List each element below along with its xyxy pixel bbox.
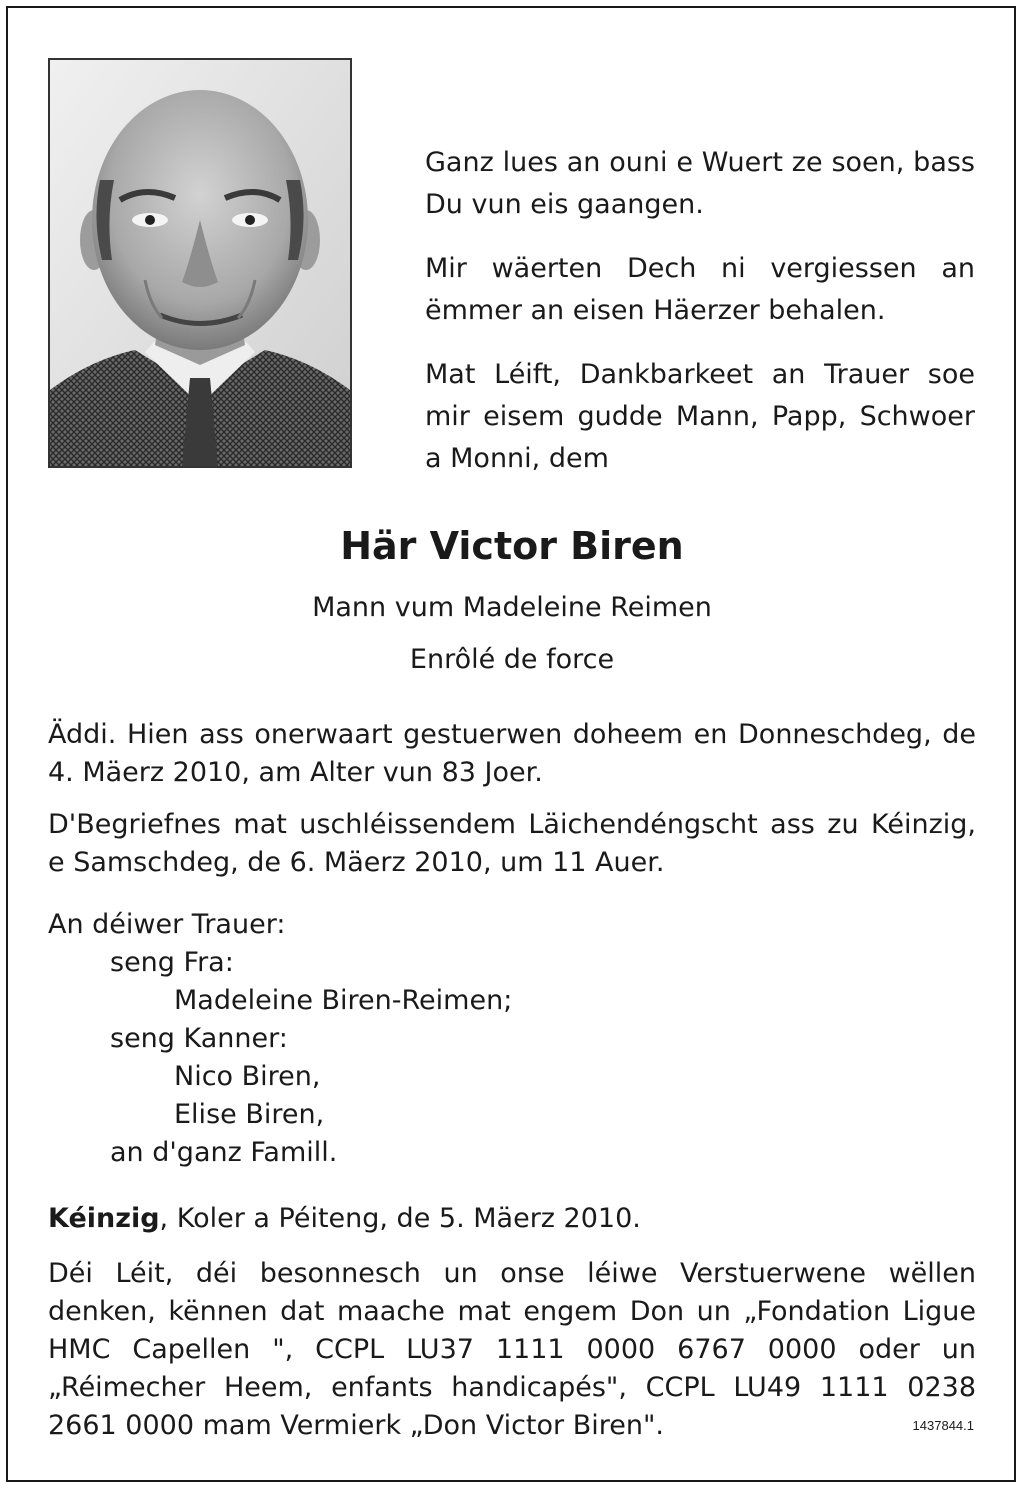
child-name-2: Elise Biren,	[174, 1099, 325, 1130]
mourners-list	[48, 906, 512, 1172]
reference-number: 1437844.1	[912, 1418, 974, 1433]
family-line: an d'ganz Famill.	[110, 1137, 338, 1168]
wife-label: seng Fra:	[110, 947, 234, 978]
death-text: Äddi. Hien ass onerwaart gestuerwen doheem en Donneschdeg, de 4. Mäerz 2010, am Alter vun 83 Joer.	[48, 719, 976, 788]
place-date	[48, 1200, 641, 1238]
funeral-announcement	[48, 806, 976, 882]
place-rest: , Koler a Péiteng, de 5. Mäerz 2010.	[159, 1203, 641, 1234]
poem-stanza-1: Ganz lues an ouni e Wuert ze soen, bass Du vun eis gaangen.	[425, 147, 975, 220]
enrolled-note: Enrôlé de force	[409, 644, 615, 675]
poem-stanza-2: Mir wäerten Dech ni vergiessen an ëmmer an eisen Häerzer behalen.	[425, 253, 975, 326]
portrait-photo	[48, 58, 352, 468]
poem-stanza-3: Mat Léift, Dankbarkeet an Trauer soe mir eisem gudde Mann, Papp, Schwoer a Monni, dem	[425, 359, 975, 474]
deceased-name: Här Victor Biren	[340, 524, 684, 568]
children-label: seng Kanner:	[110, 1023, 288, 1054]
spouse-relation: Mann vum Madeleine Reimen	[312, 592, 712, 623]
place-town: Kéinzig	[48, 1203, 160, 1234]
child-name-1: Nico Biren,	[174, 1061, 321, 1092]
funeral-text: D'Begriefnes mat uschléissendem Läichendéngscht ass zu Kéinzig, e Samschdeg, de 6. Mäerz 2010, um 11 Auer.	[48, 809, 976, 878]
donation-text: Déi Léit, déi besonnesch un onse léiwe Verstuerwene wëllen denken, kënnen dat maache mat engem Don un „Fondation Ligue HMC Capellen ", CCPL LU37 1111 0000 6767 0000 oder un „Réimecher Heem, enfants handicapés", CCPL LU49 1111 0238 2661 0000 mam Vermierk „Don Victor Biren".	[48, 1258, 976, 1441]
mourners-intro: An déiwer Trauer:	[48, 909, 286, 940]
wife-name: Madeleine Biren-Reimen;	[174, 985, 513, 1016]
poem-block	[425, 142, 975, 502]
death-announcement	[48, 716, 976, 792]
